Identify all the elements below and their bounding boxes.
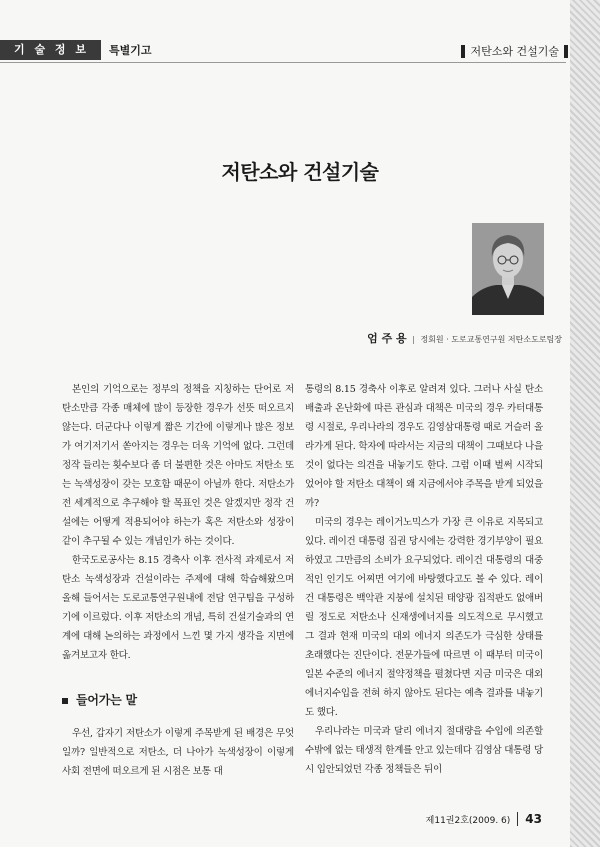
square-bullet-icon (62, 698, 68, 704)
author-portrait-image (472, 223, 544, 315)
right-column (305, 380, 543, 779)
body-paragraph: 통령의 8.15 경축사 이후로 알려져 있다. 그러나 사실 탄소배출과 온난화에 따른 관심과 대책은 미국의 경우 카터대통령 시절로, 우리나라의 경우도 김영삼대통령 때로 거슬러 올라가게 된다. 학자에 따라서는 지금의 대책이 그때보다 나을 것이 없다는 의견을 내놓기도 한다. 그럼 이때 벌써 시작되었어야 할 저탄소 대책이 왜 지금에서야 주목을 받게 되었을까? (305, 384, 544, 509)
body-paragraph: 우선, 갑자기 저탄소가 이렇게 주목받게 된 배경은 무엇일까? 일반적으로 저탄소, 더 나아가 녹색성장이 이렇게 사회 전면에 떠오르게 된 시점은 보통 대 (62, 728, 294, 777)
body-paragraph: 우리나라는 미국과 달리 에너지 절대량을 수입에 의존할 수밖에 없는 태생적 한계를 안고 있는데다 김영삼 대통령 당시 입안되었던 각종 정책들은 뒤이 (305, 726, 544, 775)
section-heading (62, 691, 294, 710)
page-number: 43 (525, 812, 542, 826)
header-bar-left (461, 45, 465, 58)
subsection-label: 특별기고 (109, 44, 152, 57)
body-paragraph: 한국도로공사는 8.15 경축사 이후 전사적 과제로서 저탄소 녹색성장과 건설이라는 주제에 대해 학습해왔으며 올해 들어서는 도로교통연구원내에 전담 연구팀을 구성하기에 이르렀다. 이후 저탄소의 개념, 특히 건설기술과의 연계에 대해 논의하는 과정에서 느낀 몇 가지 생각을 지면에 옮겨보고자 한다. (62, 555, 294, 661)
author-name: 엄 주 용 (367, 332, 407, 345)
header-bar-right (564, 45, 568, 58)
running-header (461, 43, 568, 59)
section-header (0, 40, 152, 60)
page-footer (426, 812, 542, 826)
author-affiliation: 정회원 · 도로교통연구원 저탄소도로팀장 (420, 335, 562, 344)
author-separator: | (412, 335, 415, 344)
footer-divider (517, 812, 518, 826)
body-paragraph: 미국의 경우는 레이거노믹스가 가장 큰 이유로 지목되고 있다. 레이건 대통령 집권 당시에는 강력한 경기부양이 필요하였고 그만큼의 소비가 요구되었다. 레이건 대통령의 대중적인 인기도 어찌면 여기에 바탕했다고도 볼 수 있다. 레이건 대통령은 백악관 지붕에 설치된 태양광 집적판도 없애버릴 정도로 저탄소나 신재생에너지를 의도적으로 무시했고 그 결과 현재 미국의 대외 에너지 의존도가 극심한 상태를 초래했다는 진단이다. 전문가들에 따르면 이 때부터 미국이 일본 수준의 에너지 절약정책을 펼쳤다면 지금 미국은 대외 에너지수입을 전혀 하지 않아도 된다는 예측 결과를 내놓기도 했다. (305, 517, 544, 718)
body-paragraph: 본인의 기억으로는 정부의 정책을 지칭하는 단어로 저탄소만큼 각종 매체에 많이 등장한 경우가 선뜻 떠오르지 않는다. 더군다나 이렇게 짧은 기간에 이렇게나 많은 정보가 여기저기서 쏟아지는 경우는 더욱 기억에 없다. 그런데 정작 들리는 횟수보다 좀 더 불편한 것은 아마도 저탄소 또는 녹색성장이 갖는 모호함 때문이 아닐까 한다. 저탄소가 전 세계적으로 추구해야 할 목표인 것은 알겠지만 정작 건설에는 어떻게 적용되어야 하는가 혹은 저탄소와 성장이 같이 추구될 수 있는 개념인가 하는 것이다. (62, 384, 294, 547)
author-line (322, 330, 562, 346)
header-rule (0, 62, 566, 63)
page-edge-texture (570, 0, 600, 847)
section-heading-text: 들어가는 말 (76, 693, 137, 707)
running-title: 저탄소와 건설기술 (470, 45, 559, 58)
issue-info: 제11권2호(2009. 6) (425, 815, 511, 826)
section-tag: 기 술 정 보 (0, 40, 101, 60)
article-title: 저탄소와 건설기술 (221, 160, 379, 184)
author-photo (472, 223, 544, 315)
left-column (62, 380, 294, 781)
